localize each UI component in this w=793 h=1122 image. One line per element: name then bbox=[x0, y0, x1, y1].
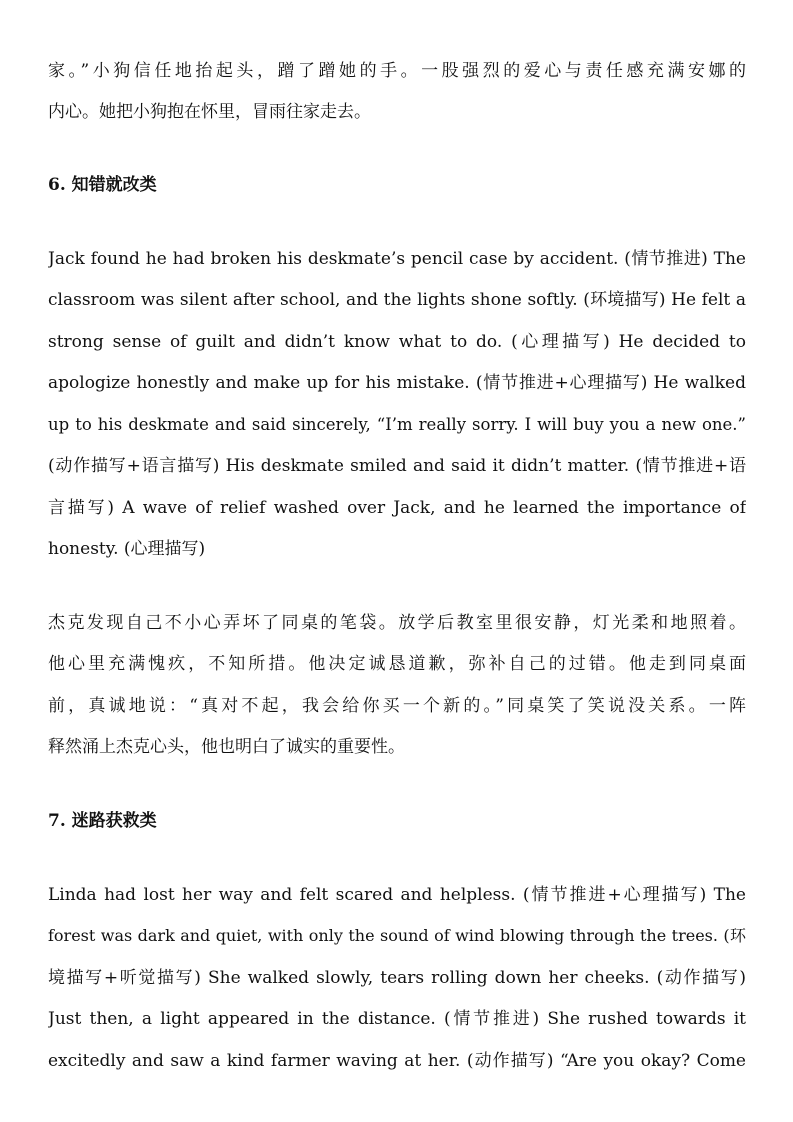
section-6-english-line-4: apologize honestly and make up for his mistake. (情节推进+心理描写) He walked bbox=[48, 373, 746, 393]
section-7-english-line-3: 境描写+听觉描写) She walked slowly, tears rolling down her cheeks. (动作描写) bbox=[48, 968, 746, 988]
section-7-heading: 7. 迷路获救类 bbox=[48, 811, 157, 831]
section-7-english-line-2: forest was dark and quiet, with only the sound of wind blowing through the trees. (环 bbox=[48, 926, 746, 945]
section-6-english-line-5: up to his deskmate and said sincerely, “I’m really sorry. I will buy you a new one.” bbox=[48, 415, 746, 434]
section-6-chinese-line-4: 释然涌上杰克心头，他也明白了诚实的重要性。 bbox=[48, 737, 405, 757]
section-7-english-line-1: Linda had lost her way and felt scared and helpless. (情节推进+心理描写) The bbox=[48, 885, 746, 905]
section-7-english-line-4: Just then, a light appeared in the distance. (情节推进) She rushed towards it bbox=[48, 1009, 746, 1029]
section-6-english-line-1: Jack found he had broken his deskmate’s pencil case by accident. (情节推进) The bbox=[48, 249, 746, 269]
section-6-english-line-2: classroom was silent after school, and the lights shone softly. (环境描写) He felt a bbox=[48, 290, 746, 310]
section-6-chinese-line-2: 他心里充满愧疚，不知所措。他决定诚恳道歉，弥补自己的过错。他走到同桌面 bbox=[48, 654, 746, 674]
section-7-english-line-5: excitedly and saw a kind farmer waving at her. (动作描写) “Are you okay? Come bbox=[48, 1051, 746, 1071]
section-6-english-line-3: strong sense of guilt and didn’t know what to do. (心理描写) He decided to bbox=[48, 332, 746, 352]
intro-line-1: 家。”小狗信任地抬起头，蹭了蹭她的手。一股强烈的爱心与责任感充满安娜的 bbox=[48, 61, 746, 81]
section-6-english-line-8: honesty. (心理描写) bbox=[48, 539, 206, 559]
section-6-english-line-6: (动作描写+语言描写) His deskmate smiled and said it didn’t matter. (情节推进+语 bbox=[48, 456, 746, 476]
section-6-heading: 6. 知错就改类 bbox=[48, 175, 157, 195]
section-6-chinese-line-1: 杰克发现自己不小心弄坏了同桌的笔袋。放学后教室里很安静，灯光柔和地照着。 bbox=[48, 613, 746, 633]
section-6-english-line-7: 言描写) A wave of relief washed over Jack, and he learned the importance of bbox=[48, 498, 746, 518]
section-6-chinese-line-3: 前，真诚地说：“真对不起，我会给你买一个新的。”同桌笑了笑说没关系。一阵 bbox=[48, 696, 746, 716]
intro-line-2: 内心。她把小狗抱在怀里，冒雨往家走去。 bbox=[48, 102, 371, 122]
